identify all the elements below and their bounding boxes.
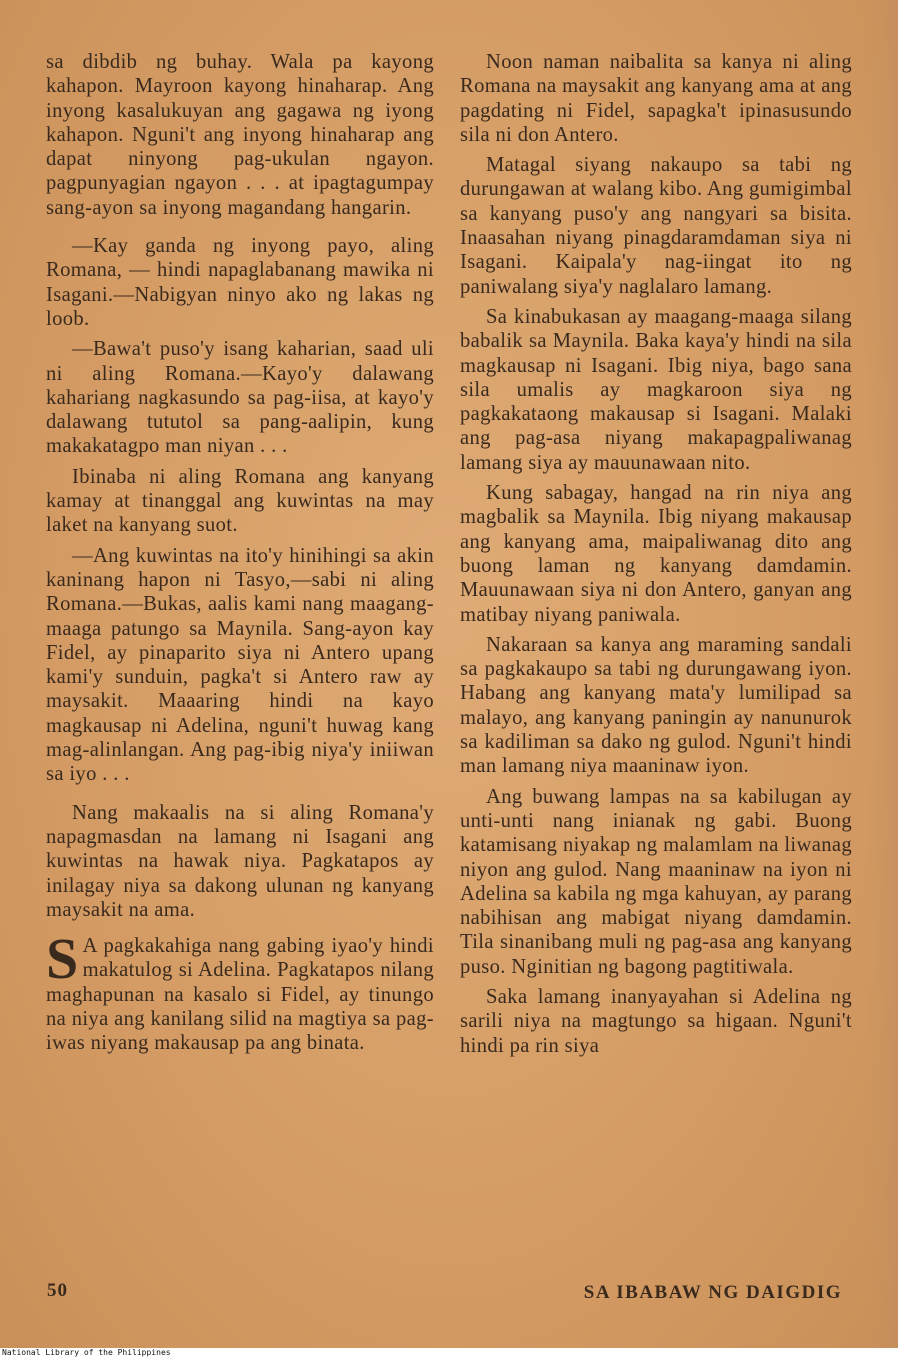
section-text: A pagkakahiga nang gabing iyao'y hindi makatulog si Adelina. Pagkatapos nilang maghapunan na kasalo si Fidel, ay tinungo na niya ang kanilang silid na magtiya sa pag-iwas niyang makausap pa ang binata. bbox=[46, 935, 434, 1055]
paragraph: sa dibdib ng buhay. Wala pa kayong kahapon. Mayroon kayong hinaharap. Ang inyong kasalukuyan ang gagawa ng iyong kahapon. Nguni't ang inyong hinaharap ang dapat ninyong pag-ukulan ngayon. pagpunyagian ngayon . . . at ipagtagumpay sang-ayon sa inyong magandang hangarin. bbox=[46, 51, 434, 219]
section-opening-paragraph bbox=[46, 926, 434, 1055]
magazine-title: SA IBABAW NG DAIGDIG bbox=[583, 1282, 842, 1303]
left-column bbox=[46, 50, 434, 1062]
right-column bbox=[460, 50, 852, 1064]
paragraph: Kung sabagay, hangad na rin niya ang magbalik sa Maynila. Ibig niyang makausap ang kanyang ama, maipaliwanag dito ang buong laman ng kanyang damdamin. Mauunawaan siya ni don Antero, ganyan ang matibay niyang paniwala. bbox=[460, 482, 852, 626]
page-number: 50 bbox=[47, 1280, 68, 1301]
archive-credit: National Library of the Philippines bbox=[0, 1348, 898, 1358]
paragraph: Sa kinabukasan ay maagang-maaga silang babalik sa Maynila. Baka kaya'y hindi na sila magkausap ni Isagani. Ibig niya, bago sana sila umalis ay magkaroon siya ng pagkakataong makausap si Isagani. Malaki ang pag-asa niyang makapagpaliwanag lamang siya ay mauunawaan nito. bbox=[460, 305, 852, 474]
paragraph: Nang makaalis na si aling Romana'y napagmasdan na lamang ni Isagani ang kuwintas na hawak niya. Pagkatapos ay inilagay niya sa dakong ulunan ng kanyang maysakit na ama. bbox=[46, 801, 434, 921]
paragraph: —Ang kuwintas na ito'y hinihingi sa akin kaninang hapon ni Tasyo,—sabi ni aling Romana.—Bukas, aalis kami nang maagang-maaga patungo sa Maynila. Sang-ayon kay Fidel, ay pinaparito siya ni Antero upang kami'y sunduin, pagka't si Antero raw ay maysakit. Maaaring hindi na kayo magkausap ni Adelina, nguni't huwag kang mag-alinlangan. Ang pag-ibig niya'y iniiwan sa iyo . . . bbox=[46, 544, 434, 786]
paragraph: Matagal siyang nakaupo sa tabi ng durungawan at walang kibo. Ang gumigimbal sa kanyang puso'y ang nangyari sa bisita. Inaasahan niyang pinagdaramdaman siya ni Isagani. Kaipala'y nag-iingat ito ng paniwalang siya'y naglalaro lamang. bbox=[460, 154, 852, 298]
paragraph: —Kay ganda ng inyong payo, aling Romana, — hindi napaglabanang mawika ni Isagani.—Nabigyan ninyo ako ng lakas ng loob. bbox=[46, 235, 434, 330]
paragraph: Ang buwang lampas na sa kabilugan ay unti-unti nang inianak ng gabi. Buong katamisang niyakap ng malamlam na liwanag niyon ang gulod. Nang maaninaw na iyon ni Adelina sa kabila ng mga kahuyan, ay parang nabihisan ang mabigat niyang damdamin. Tila sinanibang muli ng pag-asa ang kanyang puso. Nginitian ng bagong pagtitiwala. bbox=[460, 785, 852, 978]
paragraph: Saka lamang inanyayahan si Adelina ng sarili niya na magtungo sa higaan. Nguni't hindi pa rin siya bbox=[460, 985, 852, 1057]
paragraph: Nakaraan sa kanya ang maraming sandali sa pagkakaupo sa tabi ng durungawang iyon. Habang ang kanyang mata'y lumilipad sa malayo, ang kanyang paningin ay nanunurok sa kadiliman sa dako ng gulod. Nguni't hindi man lamang niya maaninaw iyon. bbox=[460, 633, 852, 778]
drop-cap: S bbox=[46, 926, 79, 992]
paragraph: Noon naman naibalita sa kanya ni aling Romana na maysakit ang kanyang ama at ang pagdating ni Fidel, sapagka't ipinasusundo sila ni don Antero. bbox=[460, 51, 852, 146]
paragraph: —Bawa't puso'y isang kaharian, saad uli ni aling Romana.—Kayo'y dalawang kahariang nagkasundo sa pag-iisa, at kayo'y dalawang tututol sa pang-aalipin, kung makakatagpo man niyan . . . bbox=[46, 338, 434, 458]
page-edge-shadow bbox=[868, 0, 898, 1348]
paragraph: Ibinaba ni aling Romana ang kanyang kamay at tinanggal ang kuwintas na may laket na kanyang suot. bbox=[46, 465, 434, 537]
